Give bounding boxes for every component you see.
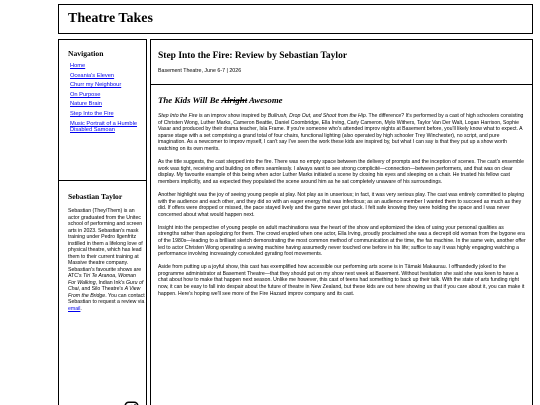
- site-title[interactable]: Theatre Takes: [68, 11, 153, 26]
- article-paragraph: As the title suggests, the cast stepped into the fire. There was no empty space between the delivery of prompts and the inception of scenes. The cast's ensemble work was tight, receiving and building on offers seamlessly. I always want to see strong complicité—connection—between performers, and that was on clear display. My favourite example of this being when actor Luther Marks initiated a scene by closing his eyes and sleeping on a chair. He trusted his fellow cast members implicitly, and as expected they populated the scene around him as he sat completely unaware of his surroundings.: [158, 159, 524, 185]
- article-byline: Basement Theatre, June 6-7 | 2026: [158, 68, 242, 74]
- nav-item-churr-my-neighbour: [70, 82, 144, 89]
- bio-show-title: A View From the Bridge: [68, 286, 141, 299]
- bio-show-title: Woman For Walking: [68, 273, 136, 286]
- nav-item-oceanias-eleven: [70, 73, 144, 80]
- nav-list: [70, 63, 144, 137]
- article-body: [158, 113, 526, 304]
- subheading-strike: Alright: [221, 95, 248, 105]
- nav-link-on-purpose[interactable]: On Purpose: [70, 91, 101, 98]
- article-title: Step Into the Fire: Review by Sebastian Taylor: [158, 51, 348, 61]
- subheading-pre: The Kids Will Be: [158, 95, 222, 105]
- bio-segment: . You can contact Sebastian to request a review via: [68, 292, 145, 305]
- bio-segment: ,: [115, 273, 119, 279]
- article-paragraph: Another highlight was the joy of seeing young people at play. Not play as in unserious; in fact, it was very serious play. The cast was entirely committed to playing with the audience and each other, and they did so with an eager energy that was infectious; as an audience member I wanted them to succeed as much as they did. If offers were dropped or missed, the pace stayed lively and the game never got stuck. I felt safe knowing they were holding the space and I was never concerned about what would happen next.: [158, 191, 525, 218]
- nav-link-churr-my-neighbour[interactable]: Churr my Neighbour: [70, 82, 122, 89]
- article-paragraph: Insight into the perspective of young people on adult machinations was the heart of the show and epitomized the idea of using your personal qualities as strengths rather than apologizing for them. The crowd erupted when one actor, Ella Irving, proudly proclaimed she was a decrepit old woman from the bygone era of the 1980s—leading to a brilliant sketch demonstrating the most common method of communication at the time, the fax machine. In the same vein, another offer led to actor Christen Wong operating a sewing machine having assumedly never touched one before in his life; suffice to say it was highly engaging watching a performance involving increasingly convoluted gyrating foot movements.: [158, 224, 526, 258]
- sidebar-divider: [59, 180, 146, 181]
- instagram-icon-svg: [124, 401, 139, 405]
- nav-item-nature-brain: [70, 101, 144, 108]
- article-paragraph: Aside from putting up a joyful show, this cast has exemplified how accessible our performing arts scene is in Tāmaki Makaurau. I offhandedly joked to the programme administrator at Basement Theatre—that they should put on my show next week at Basement. Without hesitation she said she was keen to have a chat about how to make that happen next season. Unlike me however, this cast of teens had something to back up their talk. With the state of arts funding right now, it can be easy to fall into despair about the future of theatre in New Zealand, but these kids are out here showing us that if you care about it, you can make it happen. Here's hoping we'll see more of the Fire Hazard improv company and its cast.: [158, 264, 525, 297]
- instagram-icon[interactable]: [124, 401, 139, 405]
- site-header: [58, 4, 533, 34]
- nav-link-step-into-the-fire[interactable]: Step Into the Fire: [70, 110, 114, 117]
- bio-segment: , Indian Ink's: [95, 279, 126, 286]
- paragraph-segment: . The difference? It's performed by a cast of high schoolers consisting of Christen Wong, Luther Marks, Cameron Beattie, Daniel Coombridge, Ella Irving, Carly Cameron, Mylo Withers, Taylor Van Der Walt, Logan Harrison, Sophie Vasar and produced by their drama teacher, Isla Frame. If you're someone who's attended improv nights at Basement before, you'll likely know what to expect. A sparse stage with a set comprising a grand total of four chairs, functional lighting (also operated by high schooler Trey Winchester), no script, and pure imagination. As a newcomer to improv myself, I can't say I've seen the work these kids are inspired by, but what I can say is that they put up a show worth watching on its own merits.: [158, 113, 524, 152]
- bio-segment: Sebastian (They/Them) is an actor graduated from the Unitec school of performing and screen arts in 2023. Sebastian's mask training under Pedro Ilgenfritz instilled in them a lifelong love of physical theatre, which has lead them to their current training at Massive theatre company. Sebastian's favourite shows are ATC's: [68, 208, 143, 279]
- paragraph-segment: is an improv show inspired by: [197, 113, 268, 119]
- nav-link-music-portrait[interactable]: Music Portrait of a Humble Disabled Samoan: [70, 120, 138, 134]
- bio-heading: Sebastian Taylor: [68, 192, 123, 201]
- nav-heading: Navigation: [68, 49, 104, 58]
- article-subheading: [158, 95, 283, 105]
- bio-segment: , and Silo Theatre's: [78, 286, 125, 292]
- email-link[interactable]: email: [68, 305, 81, 312]
- inspiration-titles: Bullrush, Drop Out, and Shoot from the Hip: [267, 113, 366, 119]
- article-paragraph: [158, 113, 526, 153]
- bio-segment: .: [80, 305, 82, 312]
- nav-item-step-into-the-fire: [70, 111, 144, 118]
- nav-item-music-portrait: [70, 121, 144, 134]
- sidebar: [58, 39, 147, 405]
- article-panel: [150, 39, 533, 405]
- nav-item-home: [70, 63, 144, 70]
- nav-link-home[interactable]: Home: [70, 63, 86, 69]
- subheading-post: Awesome: [247, 95, 283, 105]
- show-title: Step Into the Fire: [158, 113, 198, 119]
- nav-item-on-purpose: [70, 92, 144, 99]
- article-divider: [151, 84, 532, 85]
- bio-show-title: Guru of Chai: [68, 279, 144, 292]
- bio-text: [68, 208, 145, 312]
- nav-link-nature-brain[interactable]: Nature Brain: [70, 101, 102, 108]
- nav-link-oceanias-eleven[interactable]: Oceania's Eleven: [70, 72, 115, 79]
- bio-show-title: Tiri Te Aranoa: [83, 273, 116, 279]
